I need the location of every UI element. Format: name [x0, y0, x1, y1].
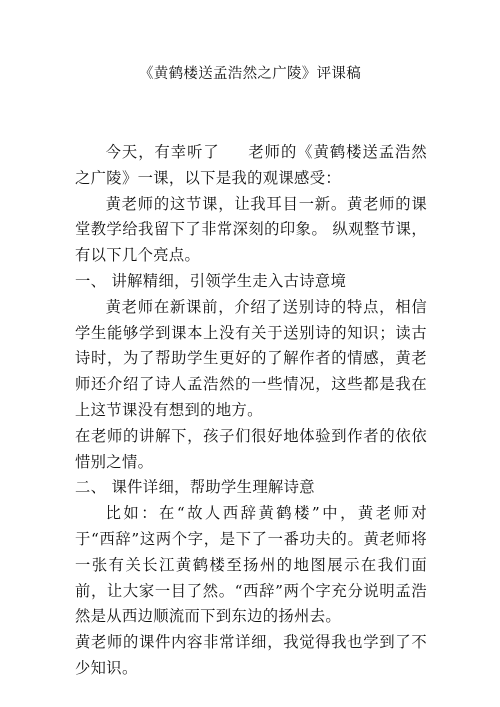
section-heading-2: 二、 课件详细，帮助学生理解诗意 [75, 478, 315, 497]
document-body [75, 140, 427, 682]
document-title: 《黄鹤楼送孟浩然之广陵》评课稿 [139, 66, 361, 82]
section-heading-1: 一、 讲解精细，引领学生走入古诗意境 [75, 271, 347, 290]
section-2-conclusion: 黄老师的课件内容非常详细，我觉得我也学到了不少知识。 [75, 633, 427, 677]
section-1-conclusion: 在老师的讲解下，孩子们很好地体验到作者的依依惜别之情。 [75, 426, 427, 471]
section-1-paragraph: 黄老师在新课前，介绍了送别诗的特点，相信学生能够学到课本上没有关于送别诗的知识；读古诗时，为了帮助学生更好的了解作者的情感，黄老师还介绍了诗人孟浩然的一些情况，这些都是我在上这节课没有想到的地方。 [75, 297, 427, 419]
impression-paragraph: 黄老师的这节课，让我耳目一新。黄老师的课堂教学给我留下了非常深刻的印象。 纵观整节课，有以下几个亮点。 [75, 194, 427, 265]
intro-text-start: 今天，有幸听了 [105, 143, 220, 161]
intro-paragraph [75, 140, 427, 192]
section-2-paragraph: 比如：在“故人西辞黄鹤楼”中，黄老师对于“西辞”这两个字，是下了一番功夫的。黄老师将一张有关长江黄鹤楼至扬州的地图展示在我们面前，让大家一目了然。“西辞”两个字充分说明孟浩然是从西边顺流而下到东边的扬州去。 [75, 504, 427, 626]
intro-text-end: 老师的《黄鹤楼送孟浩然之广陵》一课，以下是我的观课感受： [75, 143, 427, 187]
